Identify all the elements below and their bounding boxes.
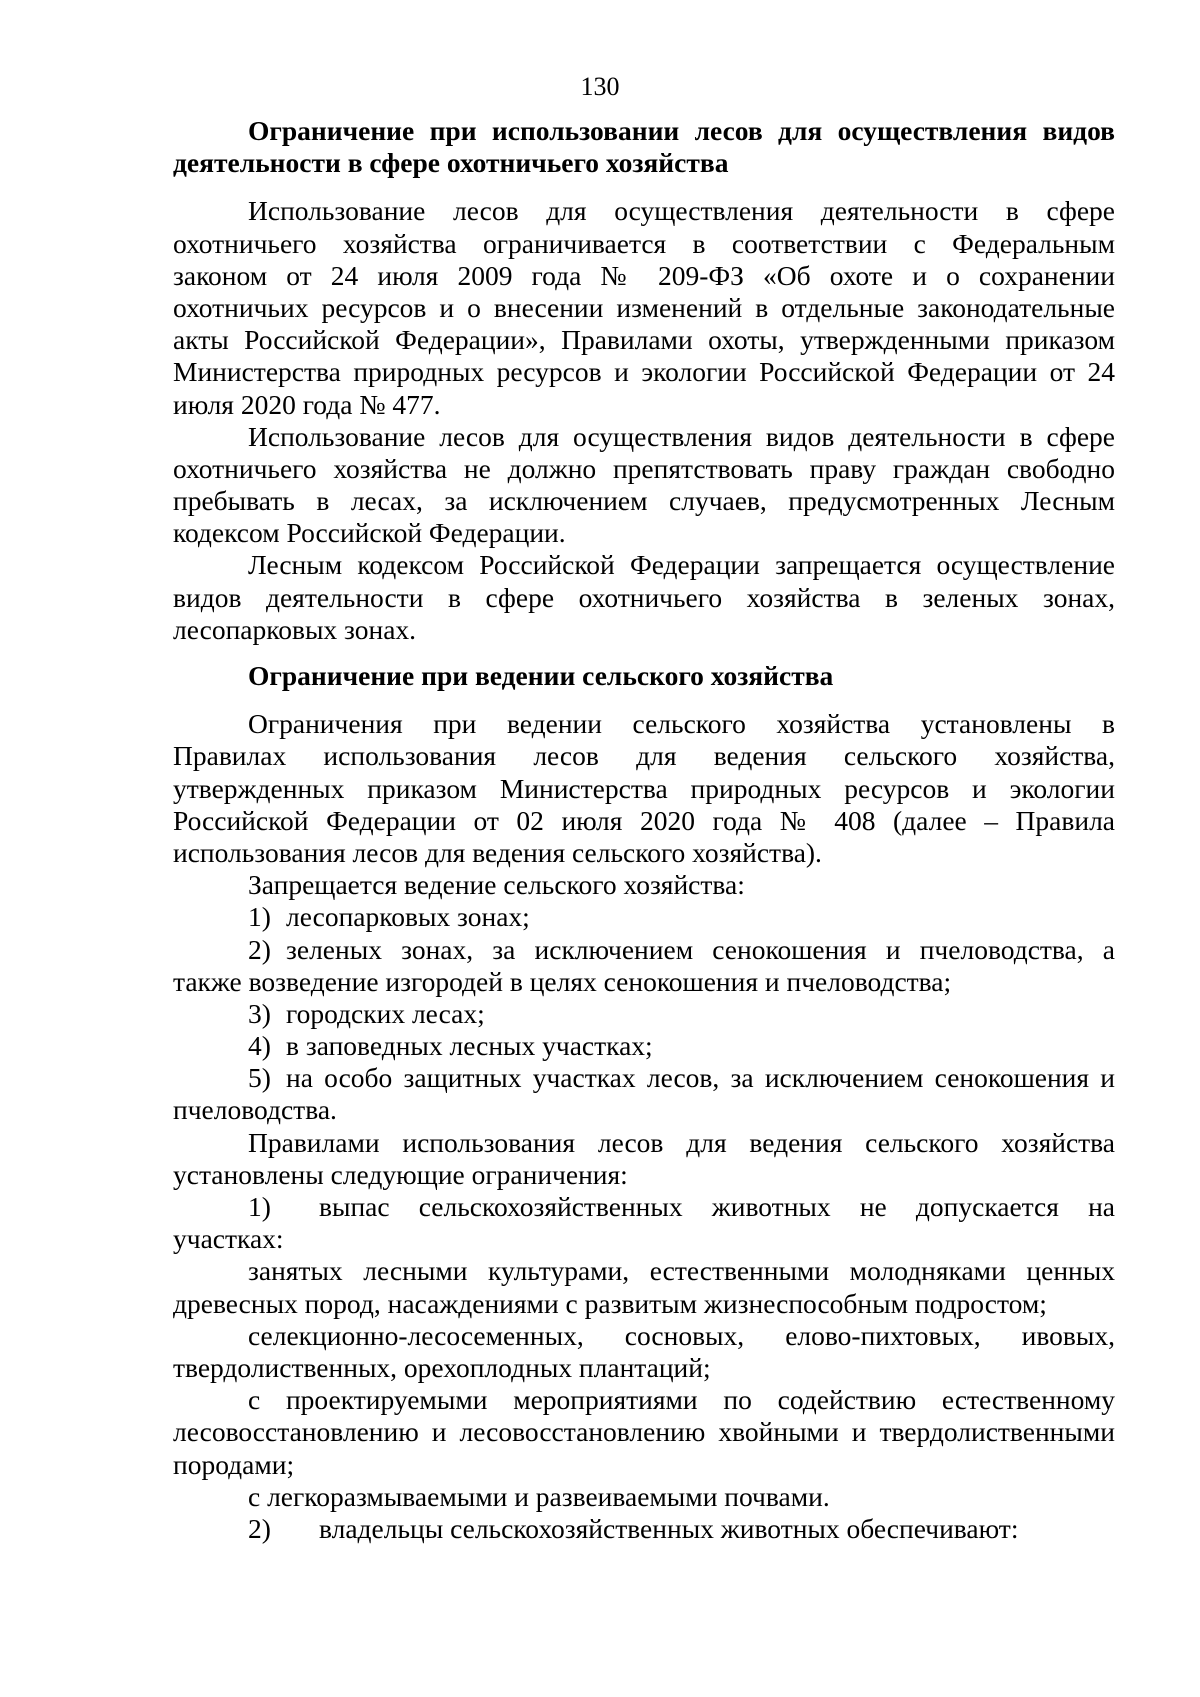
paragraph-line: охотничьих ресурсов и о внесении изменений в отдельные законодательные	[173, 291, 1115, 323]
section-heading-line: деятельности в сфере охотничьего хозяйства	[173, 147, 729, 179]
paragraph-line: акты Российской Федерации», Правилами охоты, утвержденными приказом	[173, 324, 1115, 356]
list-item-number: 2)	[248, 933, 271, 965]
paragraph-line: Использование лесов для осуществления деятельности в сфере	[248, 195, 1115, 227]
paragraph-line: видов деятельности в сфере охотничьего хозяйства в зеленых зонах,	[173, 581, 1115, 613]
rule-item-continuation: участках:	[173, 1223, 284, 1255]
list-item	[173, 934, 1115, 966]
paragraph-line: лесопарковых зонах.	[173, 613, 417, 645]
paragraph-line: охотничьего хозяйства ограничивается в соответствии с Федеральным	[173, 227, 1115, 259]
list-item	[173, 998, 1115, 1030]
sub-item-line: древесных пород, насаждениями с развитым жизнеспособным подростом;	[173, 1287, 1047, 1319]
list-item	[173, 1030, 1115, 1062]
section-heading-line: Ограничение при использовании лесов для осуществления видов	[248, 115, 1115, 146]
paragraph-line: пребывать в лесах, за исключением случаев, предусмотренных Лесным	[173, 485, 1115, 517]
paragraph-line: установлены следующие ограничения:	[173, 1158, 628, 1190]
paragraph-line: Использование лесов для осуществления видов деятельности в сфере	[248, 420, 1115, 452]
list-item-number: 1)	[248, 901, 271, 933]
section-heading: Ограничение при ведении сельского хозяйства	[248, 660, 834, 691]
list-item-text: на особо защитных участках лесов, за исключением сенокошения и	[286, 1062, 1115, 1094]
list-item-text: зеленых зонах, за исключением сенокошения и пчеловодства, а	[286, 933, 1115, 965]
rule-item-number: 2)	[248, 1512, 271, 1544]
page-number: 130	[580, 72, 620, 101]
list-item-text: в заповедных лесных участках;	[286, 1030, 653, 1062]
paragraph-line: Лесным кодексом Российской Федерации запрещается осуществление	[248, 549, 1115, 581]
paragraph-line: Российской Федерации от 02 июля 2020 года № 408 (далее – Правила	[173, 804, 1115, 836]
document-body	[173, 115, 1115, 1545]
paragraph-line: использования лесов для ведения сельского хозяйства).	[173, 836, 822, 868]
sub-item-line: с проектируемыми мероприятиями по содействию естественному	[248, 1384, 1115, 1416]
rule-item-number: 1)	[248, 1191, 271, 1222]
paragraph-line: июля 2020 года № 477.	[173, 388, 441, 420]
list-item	[173, 901, 1115, 933]
rule-item-text: выпас сельскохозяйственных животных не допускается на	[319, 1191, 1115, 1222]
list-item-number: 4)	[248, 1030, 271, 1062]
sub-item-line: селекционно-лесосеменных, сосновых, елово-пихтовых, ивовых,	[248, 1319, 1115, 1351]
list-item-continuation: пчеловодства.	[173, 1094, 337, 1126]
list-item	[173, 1062, 1115, 1094]
sub-item-line: с легкоразмываемыми и развеиваемыми почвами.	[248, 1480, 830, 1512]
paragraph-line: Министерства природных ресурсов и экологии Российской Федерации от 24	[173, 356, 1115, 388]
list-item-continuation: также возведение изгородей в целях сенокошения и пчеловодства;	[173, 965, 952, 997]
sub-item-line: занятых лесными культурами, естественными молодняками ценных	[248, 1255, 1115, 1287]
paragraph-line: Правилах использования лесов для ведения сельского хозяйства,	[173, 740, 1115, 772]
list-item-number: 3)	[248, 997, 271, 1029]
rule-item	[173, 1191, 1115, 1223]
list-item-text: лесопарковых зонах;	[286, 901, 530, 933]
rule-item	[173, 1513, 1115, 1545]
rule-item-text: владельцы сельскохозяйственных животных обеспечивают:	[319, 1512, 1019, 1544]
paragraph-line: законом от 24 июля 2009 года № 209-ФЗ «Об охоте и о сохранении	[173, 259, 1115, 291]
sub-item-line: твердолиственных, орехоплодных плантаций;	[173, 1351, 711, 1383]
paragraph-line: кодексом Российской Федерации.	[173, 517, 566, 549]
list-item-text: городских лесах;	[286, 997, 485, 1029]
paragraph-line: Правилами использования лесов для ведения сельского хозяйства	[248, 1126, 1115, 1158]
list-item-number: 5)	[248, 1062, 271, 1094]
paragraph-line: охотничьего хозяйства не должно препятствовать праву граждан свободно	[173, 452, 1115, 484]
list-lead: Запрещается ведение сельского хозяйства:	[248, 869, 745, 901]
paragraph-line: Ограничения при ведении сельского хозяйства установлены в	[248, 708, 1115, 740]
sub-item-line: лесовосстановлению и лесовосстановлению хвойными и твердолиственными	[173, 1416, 1115, 1448]
sub-item-line: породами;	[173, 1448, 295, 1480]
paragraph-line: утвержденных приказом Министерства природных ресурсов и экологии	[173, 772, 1115, 804]
